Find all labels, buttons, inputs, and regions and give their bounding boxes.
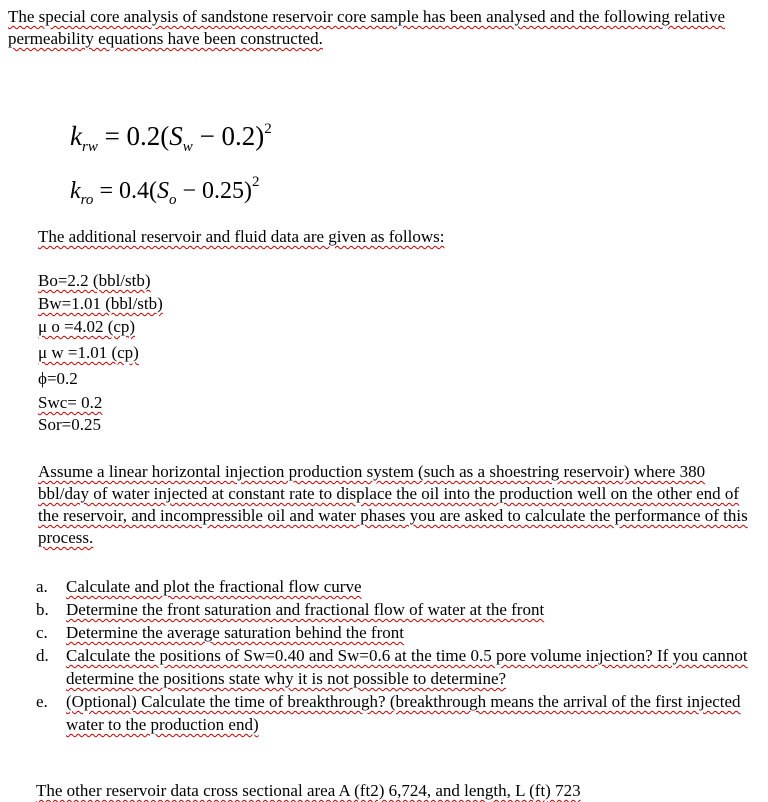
scenario-paragraph: Assume a linear horizontal injection production system (such as a shoestring reservoir) where 380 bbl/day of water injected at constant rate to displace the oil into the production well on the other end of the reservoir, and incompressible oil and water phases you are asked to calculate the performance of this process. xyxy=(38,462,748,547)
data-sor: Sor=0.25 xyxy=(38,415,101,434)
question-text: Determine the average saturation behind the front xyxy=(66,623,404,642)
question-marker: a. xyxy=(36,577,48,596)
question-a xyxy=(36,575,756,598)
question-text: (Optional) Calculate the time of breakthrough? (breakthrough means the arrival of the first injected water to the production end) xyxy=(66,692,741,734)
intro-paragraph: The special core analysis of sandstone reservoir core sample has been analysed and the following relative permeability equations have been constructed. xyxy=(8,7,726,48)
data-mu-o: μ o =4.02 (cp) xyxy=(38,317,136,336)
data-bo: Bo=2.2 (bbl/stb) xyxy=(38,271,151,290)
question-text: Calculate the positions of Sw=0.40 and Sw=0.6 at the time 0.5 pore volume injection? If you cannot determine the positions state why it is not possible to determine? xyxy=(66,646,748,688)
question-marker: b. xyxy=(36,600,49,619)
equation-krw: $k_{rw} = 0.2(S_w - 0.2)^2$ xyxy=(70,121,272,155)
additional-data-heading: The additional reservoir and fluid data are given as follows: xyxy=(38,227,445,246)
question-list xyxy=(36,575,756,736)
question-text: Determine the front saturation and fractional flow of water at the front xyxy=(66,600,545,619)
question-e xyxy=(36,690,756,736)
data-porosity: ϕ=0.2 xyxy=(38,369,78,388)
question-marker: e. xyxy=(36,692,48,711)
equation-kro: $k_{ro} = 0.4(S_o - 0.25)^2$ xyxy=(70,174,260,208)
question-text: Calculate and plot the fractional flow curve xyxy=(66,577,362,596)
question-marker: c. xyxy=(36,623,48,642)
question-d xyxy=(36,644,756,690)
footer-reservoir-data: The other reservoir data cross sectional area A (ft2) 6,724, and length, L (ft) 723 xyxy=(36,781,581,800)
data-mu-w: μ w =1.01 (cp) xyxy=(38,343,139,362)
question-marker: d. xyxy=(36,646,49,665)
question-c xyxy=(36,621,756,644)
data-swc: Swc= 0.2 xyxy=(38,393,103,412)
question-b xyxy=(36,598,756,621)
data-bw: Bw=1.01 (bbl/stb) xyxy=(38,294,163,313)
